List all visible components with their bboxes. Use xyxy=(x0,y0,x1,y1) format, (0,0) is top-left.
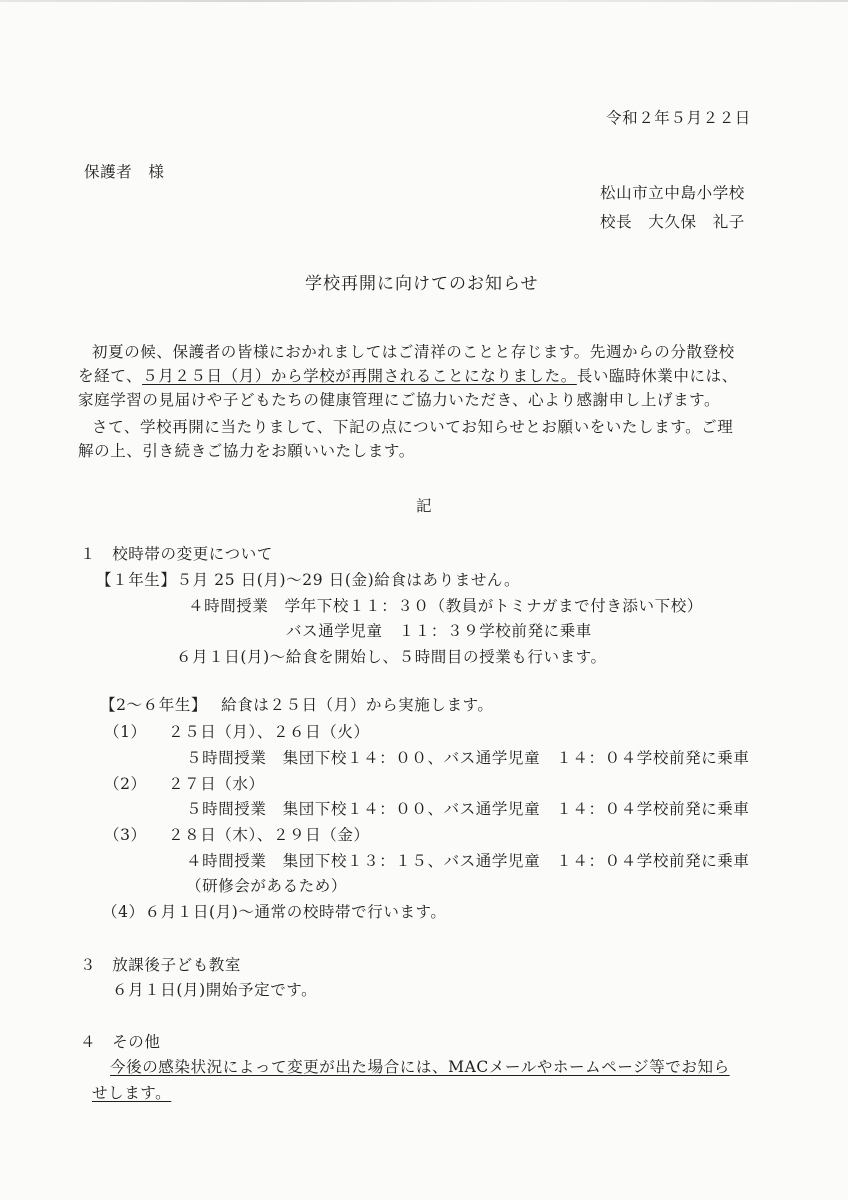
intro-line-4: さて、学校再開に当たりまして、下記の点についてお知らせとお願いをいたします。ご理 xyxy=(92,418,734,436)
school-name: 松山市立中島小学校 xyxy=(600,184,745,202)
grades-2-6-label: 【2～６年生】 xyxy=(100,696,208,714)
section-4-line-1: 今後の感染状況によって変更が出た場合には、MACメールやホームページ等でお知ら xyxy=(110,1058,730,1076)
ki-heading: 記 xyxy=(416,497,433,515)
document-date: 令和２年５月２２日 xyxy=(606,109,751,127)
section-3-heading: ３ 放課後子ども教室 xyxy=(80,956,242,974)
item-3-num: （3） xyxy=(104,826,147,844)
intro-line-2 xyxy=(78,366,738,386)
intro-line-1: 初夏の候、保護者の皆様におかれましてはご清祥のことと存じます。先週からの分散登校 xyxy=(92,343,735,361)
reopening-date-underlined: ５月２５日（月）から学校が再開されることになりました。 xyxy=(142,367,577,385)
grades-2-6-line xyxy=(100,695,494,715)
section-4-line-2: せします。 xyxy=(92,1084,172,1102)
intro-line-2-end: 長い臨時休業中には、 xyxy=(576,367,738,385)
recipient: 保護者 様 xyxy=(84,163,165,181)
item-1-num: （1） xyxy=(104,723,147,741)
item-2-days: ２７日（水） xyxy=(168,775,265,793)
item-2-detail: ５時間授業 集団下校１４：００、バス通学児童 １４：０４学校前発に乗車 xyxy=(186,800,750,818)
item-1-detail: ５時間授業 集団下校１４：００、バス通学児童 １４：０４学校前発に乗車 xyxy=(186,749,750,767)
item-1-days: ２５日（月）、２６日（火） xyxy=(168,723,370,741)
document-title: 学校再開に向けてのお知らせ xyxy=(305,274,539,294)
scan-edge xyxy=(0,0,848,2)
item-3-note: （研修会があるため） xyxy=(186,877,348,895)
grades-2-6-lunch: 給食は２５日（月）から実施します。 xyxy=(221,696,494,714)
principal-name: 校長 大久保 礼子 xyxy=(600,213,745,231)
intro-line-3: 家庭学習の見届けや子どもたちの健康管理にご協力いただき、心より感謝申し上げます。 xyxy=(78,391,721,409)
item-3-days: ２８日（木）、２９日（金） xyxy=(168,826,370,844)
intro-line-2-start: を経て、 xyxy=(78,367,143,385)
intro-line-5: 解の上、引き続きご協力をお願いいたします。 xyxy=(78,442,415,460)
section-3-text: ６月１日(月)開始予定です。 xyxy=(112,981,318,999)
section-4-heading: ４ その他 xyxy=(80,1033,161,1051)
item-3-detail: ４時間授業 集団下校１３：１５、バス通学児童 １４：０４学校前発に乗車 xyxy=(186,852,750,870)
grade-1-line-1 xyxy=(96,570,520,590)
item-2-num: （2） xyxy=(104,775,147,793)
section-1-heading: １ 校時帯の変更について xyxy=(80,545,273,563)
grade-1-line-4: ６月１日(月)～給食を開始し、５時間目の授業も行います。 xyxy=(176,648,607,666)
item-4: （4）６月１日(月)～通常の校時帯で行います。 xyxy=(102,903,447,921)
grade-1-label: 【１年生】 xyxy=(96,571,177,589)
grade-1-dates: ５月 25 日(月)～29 日(金)給食はありません。 xyxy=(176,571,521,589)
grade-1-line-3: バス通学児童 １１：３９学校前発に乗車 xyxy=(286,622,592,640)
grade-1-line-2: ４時間授業 学年下校１１：３０（教員がトミナガまで付き添い下校） xyxy=(188,597,703,615)
